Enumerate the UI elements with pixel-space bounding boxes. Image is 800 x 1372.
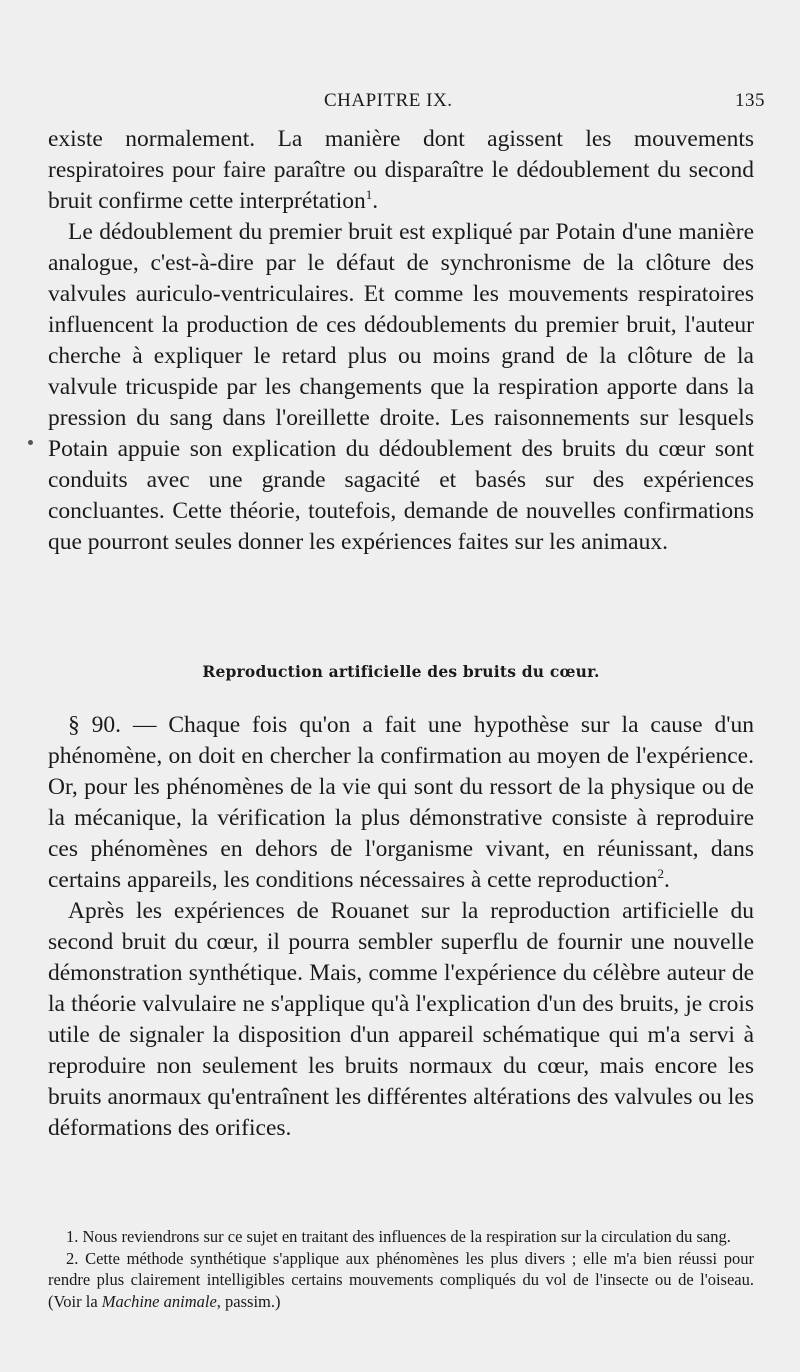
footnote-text: , passim.) xyxy=(216,1291,281,1311)
paragraph xyxy=(48,710,754,896)
footnote xyxy=(48,1248,754,1313)
margin-mark xyxy=(28,440,33,445)
page-number: 135 xyxy=(735,90,765,111)
paragraph-tail: . xyxy=(663,867,670,893)
footnote-text: 1. Nous reviendrons sur ce sujet en traitant des influences de la respiration sur la circulation du sang. xyxy=(66,1227,731,1246)
paragraph xyxy=(48,124,754,217)
book-title-italic: Machine animale xyxy=(101,1291,217,1311)
paragraph xyxy=(48,217,754,558)
section-title: Reproduction artificielle des bruits du cœur. xyxy=(202,662,600,681)
footnote-ref: 1 xyxy=(365,187,373,203)
paragraph-text: Le dédoublement du premier bruit est expliqué par Potain d'une manière analogue, c'est-à-dire par le défaut de synchronisme de la clôture des valvules auriculo-ventriculaires. Et comme les mouvements respiratoires influencent la production de ces dédoublements du premier bruit, l'auteur cherche à expliquer le retard plus ou moins grand de la clôture de la valvule tricuspide par les changements que la respiration apporte dans la pression du sang dans l'oreillette droite. Les raisonnements sur lesquels Potain appuie son explication du dédoublement des bruits du cœur sont conduits avec une grande sagacité et basés sur des expériences concluantes. Cette théorie, toutefois, demande de nouvelles confirmations que pourront seules donner les expériences faites sur les animaux. xyxy=(48,219,754,555)
footnote-ref: 2 xyxy=(657,866,664,882)
footnote xyxy=(48,1226,754,1248)
main-text xyxy=(48,124,754,558)
paragraph-text: § 90. — Chaque fois qu'on a fait une hypothèse sur la cause d'un phénomène, on doit en chercher la confirmation au moyen de l'expérience. Or, pour les phénomènes de la vie qui sont du ressort de la physique ou de la mécanique, la vérification la plus démonstrative consiste à reproduire ces phénomènes en dehors de l'organisme vivant, en réunissant, dans certains appareils, les conditions nécessaires à cette reproduction xyxy=(48,712,754,893)
section-text xyxy=(48,710,754,1144)
chapter-heading: CHAPITRE IX. xyxy=(324,90,453,111)
paragraph-text: existe normalement. La manière dont agissent les mouvements respiratoires pour faire paraître ou disparaître le dédoublement du second bruit confirme cette interprétation xyxy=(48,126,754,214)
footnotes xyxy=(48,1226,754,1312)
footnote-text: 2. Cette méthode synthétique s'applique aux phénomènes les plus divers ; elle m'a bien réussi pour rendre plus clairement intelligibles certains mouvements compliqués du vol de l'insecte ou de l'oiseau. (Voir la xyxy=(48,1248,754,1311)
paragraph xyxy=(48,896,754,1144)
paragraph-text: Après les expériences de Rouanet sur la reproduction artificielle du second bruit du cœur, il pourra sembler superflu de fournir une nouvelle démonstration synthétique. Mais, comme l'expérience du célèbre auteur de la théorie valvulaire ne s'applique qu'à l'explication d'un des bruits, je crois utile de signaler la disposition d'un appareil schématique qui m'a servi à reproduire non seulement les bruits normaux du cœur, mais encore les bruits anormaux qu'entraînent les différentes altérations des valvules ou les déformations des orifices. xyxy=(48,898,754,1141)
running-header xyxy=(48,90,765,116)
paragraph-tail: . xyxy=(372,188,379,214)
